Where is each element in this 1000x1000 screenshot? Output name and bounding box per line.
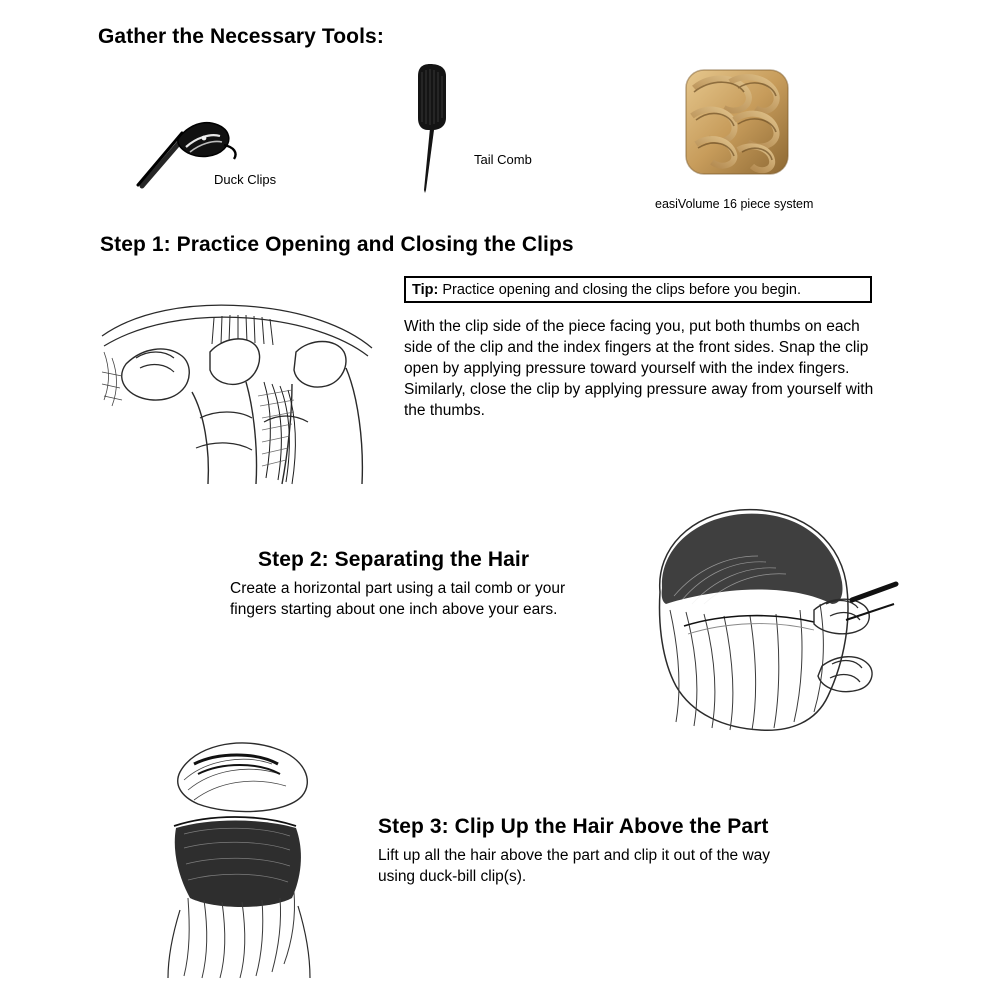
easivolume-caption: easiVolume 16 piece system [655,197,814,211]
step1-body-text: With the clip side of the piece facing you, put both thumbs on each side of the clip and the index fingers at the front sides. Snap the clip open by applying pressure toward yourself with the index fingers. Similarly, close the clip by applying pressure away from yourself with the thumbs. [404,318,874,419]
back-of-head-parting-hair-illustration [600,500,900,735]
hair-extension-piece-icon [672,58,802,188]
duck-clip-caption: Duck Clips [214,172,277,187]
step2-body-text: Create a horizontal part using a tail comb or your fingers starting about one inch above your ears. [230,580,566,618]
tip-text: Practice opening and closing the clips before you begin. [442,281,802,298]
step2-title: Step 2: Separating the Hair [258,548,530,571]
step1-title: Step 1: Practice Opening and Closing the Clips [100,233,574,256]
hands-opening-clip-illustration [96,272,386,487]
tail-comb-icon [400,60,480,195]
tools-section-title: Gather the Necessary Tools: [98,25,384,48]
hair-clipped-up-illustration [110,730,375,980]
tip-label: Tip: [412,281,439,298]
tip-callout [404,276,872,303]
step3-title: Step 3: Clip Up the Hair Above the Part [378,815,769,838]
tail-comb-caption: Tail Comb [474,152,532,167]
step3-body-text: Lift up all the hair above the part and clip it out of the way using duck-bill clip(s). [378,847,771,885]
